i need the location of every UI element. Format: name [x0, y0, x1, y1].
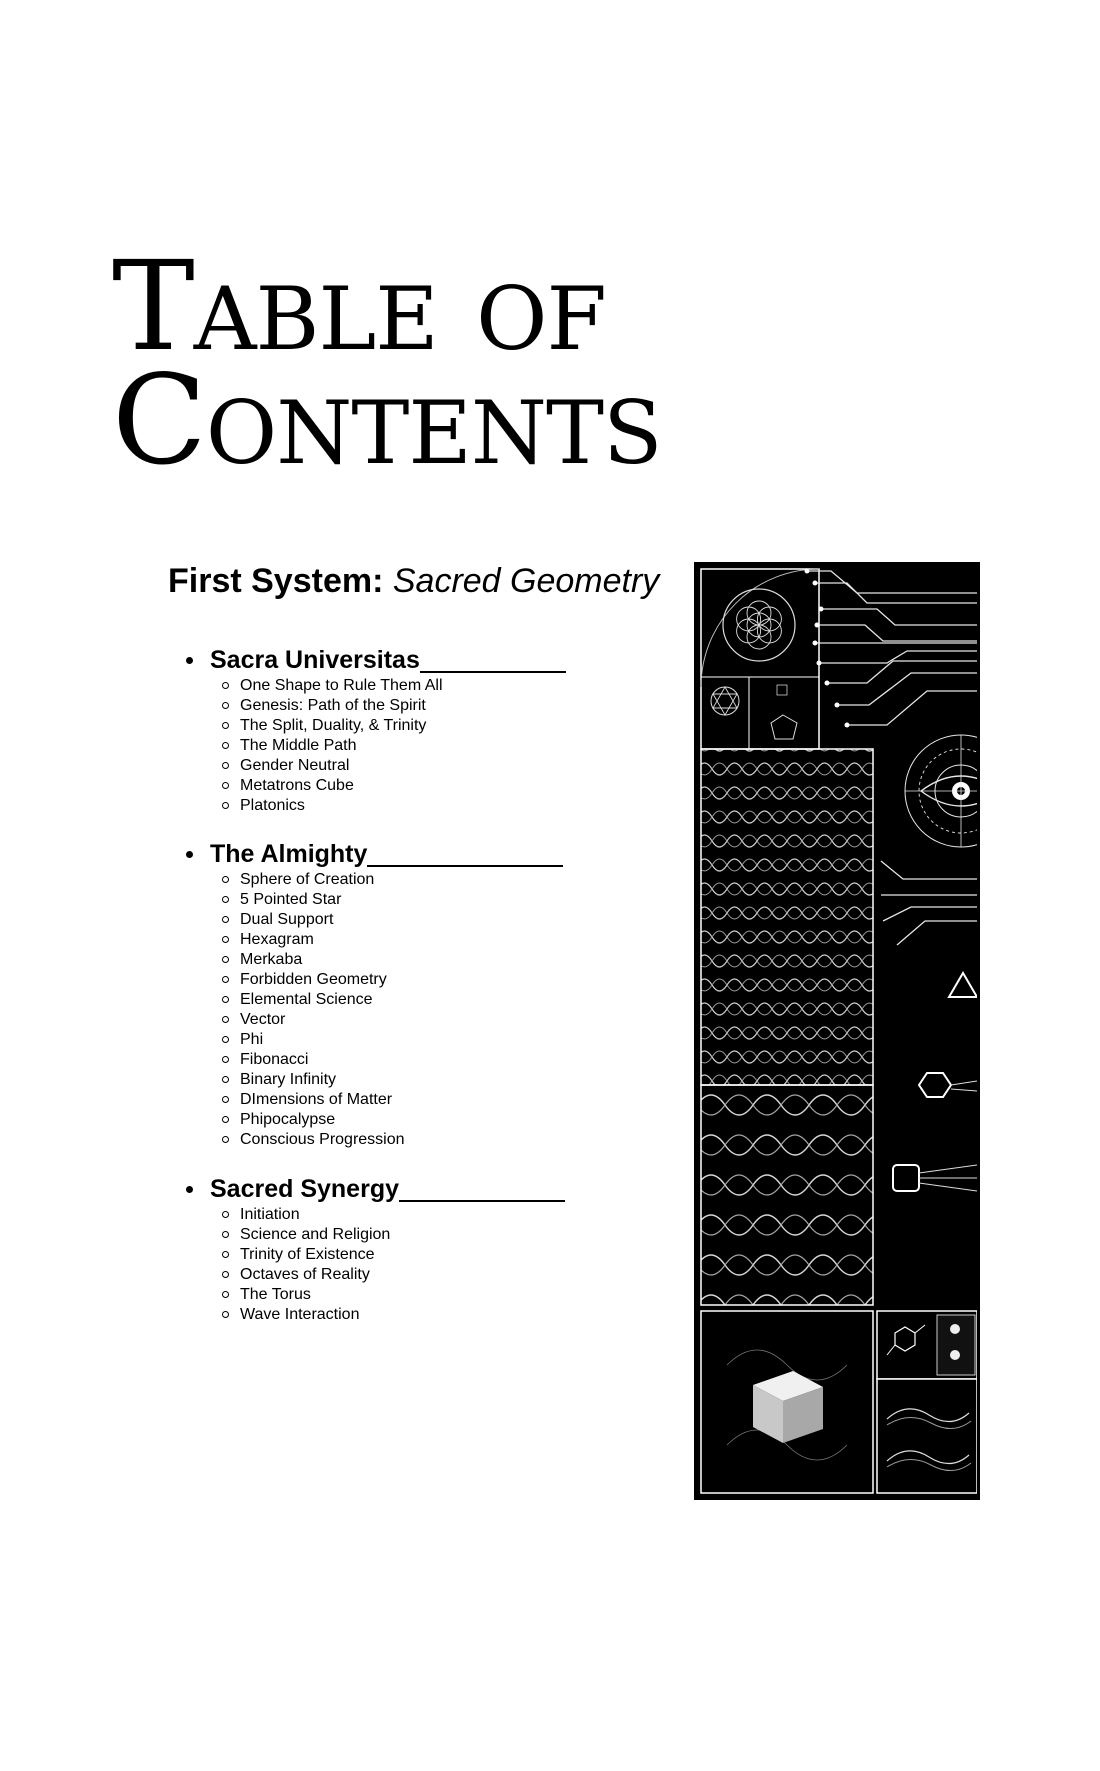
sacred-geometry-collage: [694, 562, 980, 1500]
system-heading: [168, 562, 659, 601]
list-item: Trinity of Existence: [220, 1245, 620, 1265]
list-item: Fibonacci: [220, 1050, 620, 1070]
circuit-nodes: [805, 569, 850, 728]
square-icon: [893, 1165, 977, 1191]
cube-icon: [701, 1311, 873, 1493]
list-item: The Split, Duality, & Trinity: [220, 716, 620, 736]
hexagon-icon: [919, 1073, 977, 1097]
list-item: Phi: [220, 1030, 620, 1050]
list-item: Conscious Progression: [220, 1130, 620, 1150]
list-item: Genesis: Path of the Spirit: [220, 696, 620, 716]
title-line-2: Contents: [112, 349, 662, 494]
title-line-1: Table of: [112, 235, 606, 379]
list-item: One Shape to Rule Them All: [220, 676, 620, 696]
list-item: Phipocalypse: [220, 1110, 620, 1130]
section-title: The Almighty: [180, 838, 620, 870]
flower-of-life-icon: [701, 569, 819, 749]
list-item: Merkaba: [220, 950, 620, 970]
section-items: [180, 870, 620, 1150]
list-item: Science and Religion: [220, 1225, 620, 1245]
eye-mandala-icon: [905, 735, 977, 847]
list-item: Hexagram: [220, 930, 620, 950]
circuit-lines-icon: [807, 571, 977, 725]
list-item: The Middle Path: [220, 736, 620, 756]
page-title: [112, 235, 662, 494]
list-item: Vector: [220, 1010, 620, 1030]
list-item: Initiation: [220, 1205, 620, 1225]
list-item: Metatrons Cube: [220, 776, 620, 796]
toc-section-sacra-universitas: [180, 644, 620, 816]
list-item: Octaves of Reality: [220, 1265, 620, 1285]
metatrons-cube-icon: [711, 685, 797, 739]
list-item: Gender Neutral: [220, 756, 620, 776]
wave-surface-icon: [877, 1379, 977, 1493]
list-item: Binary Infinity: [220, 1070, 620, 1090]
list-item: Sphere of Creation: [220, 870, 620, 890]
list-item: Dual Support: [220, 910, 620, 930]
list-item: The Torus: [220, 1285, 620, 1305]
toc-section-sacred-synergy: [180, 1173, 620, 1325]
section-title: Sacra Universitas: [180, 644, 620, 676]
collage-svg: [697, 565, 977, 1497]
wave-grid-icon: [701, 749, 873, 1305]
triangle-icon: [949, 973, 977, 997]
list-item: Platonics: [220, 796, 620, 816]
list-item: 5 Pointed Star: [220, 890, 620, 910]
toc-section-the-almighty: [180, 838, 620, 1150]
molecule-icon: [877, 1311, 977, 1379]
list-item: Elemental Science: [220, 990, 620, 1010]
section-title: Sacred Synergy: [180, 1173, 620, 1205]
side-circuits: [881, 861, 977, 945]
list-item: Wave Interaction: [220, 1305, 620, 1325]
system-label: First System:: [168, 562, 384, 600]
list-item: Forbidden Geometry: [220, 970, 620, 990]
section-items: [180, 676, 620, 816]
list-item: DImensions of Matter: [220, 1090, 620, 1110]
system-name: Sacred Geometry: [392, 562, 660, 600]
section-items: [180, 1205, 620, 1325]
